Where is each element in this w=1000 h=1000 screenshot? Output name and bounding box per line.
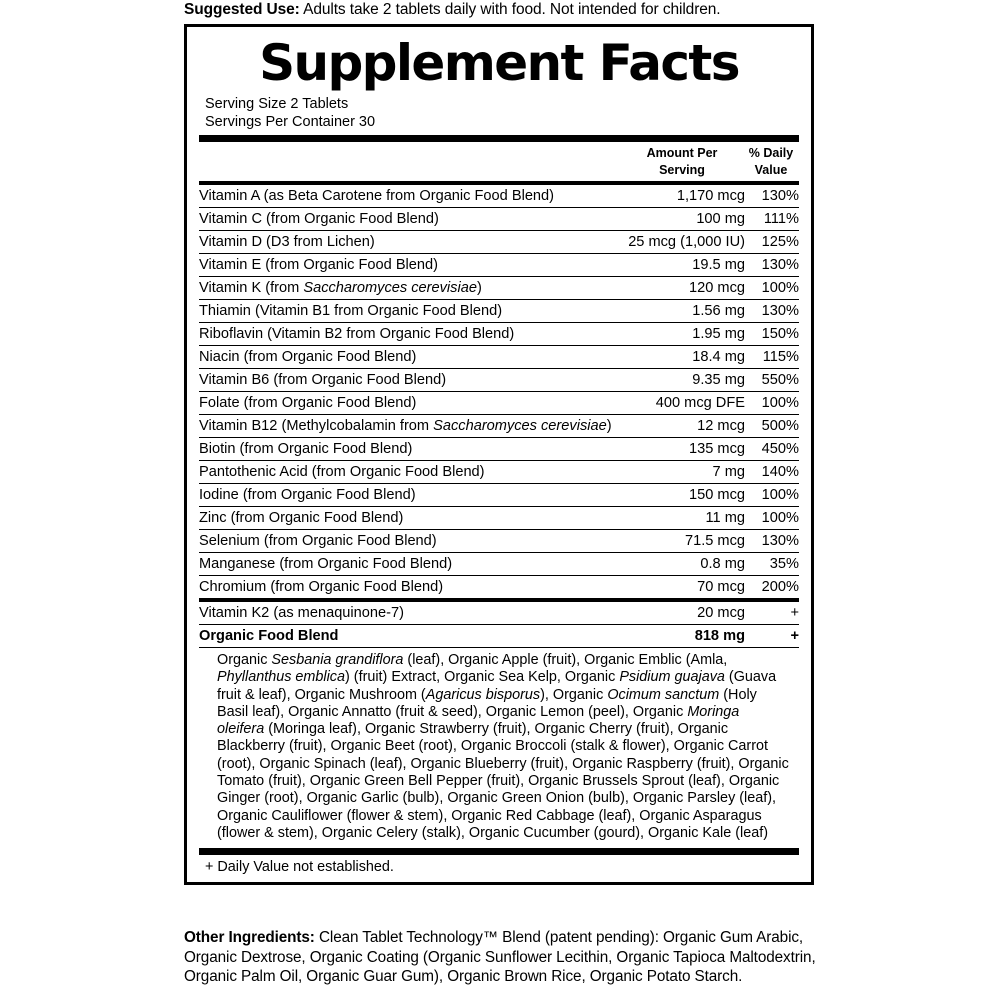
other-ingredients-label: Other Ingredients: xyxy=(184,929,315,946)
nutrient-name: Riboflavin (Vitamin B2 from Organic Food Blend) xyxy=(199,323,625,346)
table-row xyxy=(199,208,799,231)
nutrient-daily-value: + xyxy=(790,627,799,644)
table-row xyxy=(199,461,799,484)
table-row xyxy=(199,185,799,208)
table-row xyxy=(199,576,799,599)
daily-value-footnote: + Daily Value not established. xyxy=(205,859,394,876)
nutrient-name: Thiamin (Vitamin B1 from Organic Food Blend) xyxy=(199,300,625,323)
nutrient-amount: 70 mcg xyxy=(697,578,745,595)
nutrient-name: Manganese (from Organic Food Blend) xyxy=(199,553,625,576)
nutrient-table xyxy=(199,185,799,598)
nutrient-daily-value: 150% xyxy=(745,323,799,346)
nutrient-amount: 71.5 mcg xyxy=(625,530,745,553)
table-row xyxy=(199,323,799,346)
nutrient-daily-value: 100% xyxy=(745,507,799,530)
supplement-facts-panel xyxy=(184,24,814,885)
divider-below-blend xyxy=(199,848,799,855)
secondary-table xyxy=(199,602,799,647)
nutrient-name: Vitamin A (as Beta Carotene from Organic Food Blend) xyxy=(199,185,625,208)
nutrient-daily-value: 200% xyxy=(761,578,799,595)
nutrient-amount: 7 mg xyxy=(625,461,745,484)
table-row xyxy=(199,602,799,625)
nutrient-daily-value: 115% xyxy=(745,346,799,369)
nutrient-name: Vitamin C (from Organic Food Blend) xyxy=(199,208,625,231)
other-ingredients-text: Clean Tablet Technology™ Blend (patent pending): Organic Gum Arabic, Organic Dextrose, Organic Coating (Organic Sunflower Lecithin, Organic Tapioca Maltodextrin, Organic Palm Oil, Organic Guar Gum), Organic Brown Rice, Organic Potato Starch. xyxy=(184,929,816,985)
servings-per-container: Servings Per Container 30 xyxy=(205,114,376,130)
nutrient-name: Vitamin K (from Saccharomyces cerevisiae) xyxy=(199,277,625,300)
nutrient-daily-value: 550% xyxy=(745,369,799,392)
nutrient-name: Organic Food Blend xyxy=(199,627,339,644)
table-row xyxy=(199,625,799,648)
serving-info xyxy=(199,95,799,131)
nutrient-daily-value: + xyxy=(745,602,799,625)
table-row xyxy=(199,392,799,415)
table-row xyxy=(199,277,799,300)
nutrient-daily-value: 35% xyxy=(745,553,799,576)
table-row xyxy=(199,484,799,507)
col-head-amount-line2: Serving xyxy=(659,162,705,177)
nutrient-name: Iodine (from Organic Food Blend) xyxy=(199,484,625,507)
nutrient-amount: 11 mg xyxy=(625,507,745,530)
col-head-dv-line2: Value xyxy=(754,162,788,177)
nutrient-daily-value: 140% xyxy=(745,461,799,484)
nutrient-name: Vitamin B6 (from Organic Food Blend) xyxy=(199,369,625,392)
table-row xyxy=(199,415,799,438)
suggested-use-label: Suggested Use: xyxy=(184,1,300,18)
nutrient-name: Folate (from Organic Food Blend) xyxy=(199,392,625,415)
nutrient-amount: 100 mg xyxy=(625,208,745,231)
nutrient-amount: 1,170 mcg xyxy=(625,185,745,208)
nutrient-daily-value: 130% xyxy=(745,185,799,208)
nutrient-amount: 18.4 mg xyxy=(625,346,745,369)
col-head-amount xyxy=(625,142,745,181)
table-row xyxy=(199,553,799,576)
table-row xyxy=(199,346,799,369)
nutrient-amount: 19.5 mg xyxy=(625,254,745,277)
nutrient-amount: 135 mcg xyxy=(625,438,745,461)
col-head-blank xyxy=(199,142,625,181)
nutrient-daily-value: 100% xyxy=(745,484,799,507)
table-row xyxy=(199,369,799,392)
serving-size: Serving Size 2 Tablets xyxy=(205,96,349,112)
nutrient-daily-value: 100% xyxy=(745,392,799,415)
column-header-table xyxy=(199,142,799,181)
nutrient-name: Vitamin B12 (Methylcobalamin from Saccharomyces cerevisiae) xyxy=(199,415,625,438)
col-head-dv xyxy=(745,142,799,181)
nutrient-amount: 1.56 mg xyxy=(625,300,745,323)
nutrient-daily-value: 111% xyxy=(745,208,799,231)
nutrient-amount: 1.95 mg xyxy=(625,323,745,346)
nutrient-daily-value: 130% xyxy=(745,254,799,277)
panel-title: Supplement Facts xyxy=(259,34,739,92)
nutrient-name: Vitamin K2 (as menaquinone-7) xyxy=(199,602,637,625)
nutrient-daily-value: 100% xyxy=(745,277,799,300)
nutrient-name: Niacin (from Organic Food Blend) xyxy=(199,346,625,369)
nutrient-daily-value: 130% xyxy=(745,300,799,323)
suggested-use-line xyxy=(184,0,824,20)
table-row xyxy=(199,507,799,530)
table-row xyxy=(199,438,799,461)
other-ingredients-block xyxy=(184,928,824,987)
nutrient-name: Zinc (from Organic Food Blend) xyxy=(199,507,625,530)
nutrient-amount: 150 mcg xyxy=(625,484,745,507)
nutrient-amount: 20 mcg xyxy=(637,602,745,625)
table-row xyxy=(199,530,799,553)
nutrient-amount: 9.35 mg xyxy=(625,369,745,392)
nutrient-name: Biotin (from Organic Food Blend) xyxy=(199,438,625,461)
divider-top-thick xyxy=(199,135,799,142)
nutrient-amount: 12 mcg xyxy=(625,415,745,438)
nutrient-amount: 818 mg xyxy=(694,627,745,644)
nutrient-name: Chromium (from Organic Food Blend) xyxy=(199,578,444,595)
nutrient-name: Vitamin D (D3 from Lichen) xyxy=(199,231,625,254)
col-head-dv-line1: % Daily xyxy=(748,145,794,160)
nutrient-amount: 25 mcg (1,000 IU) xyxy=(625,231,745,254)
table-row xyxy=(199,231,799,254)
col-head-amount-line1: Amount Per xyxy=(646,145,718,160)
blend-description: Organic Sesbania grandiflora (leaf), Organic Apple (fruit), Organic Emblic (Amla, Phyllanthus emblica) (fruit) Extract, Organic Sea Kelp, Organic Psidium guajava (Guava fruit & leaf), Organic Mushroom (Agaricus bisporus), Organic Ocimum sanctum (Holy Basil leaf), Organic Annatto (fruit & seed), Organic Lemon (peel), Organic Moringa oleifera (Moringa leaf), Organic Strawberry (fruit), Organic Cherry (fruit), Organic Blackberry (fruit), Organic Beet (root), Organic Broccoli (stalk & flower), Organic Carrot (root), Organic Spinach (leaf), Organic Blueberry (fruit), Organic Raspberry (fruit), Organic Tomato (fruit), Organic Green Bell Pepper (fruit), Organic Brussels Sprout (leaf), Organic Ginger (root), Organic Garlic (bulb), Organic Green Onion (bulb), Organic Parsley (leaf), Organic Cauliflower (flower & stem), Organic Red Cabbage (leaf), Organic Asparagus (flower & stem), Organic Celery (stalk), Organic Cucumber (gourd), Organic Kale (leaf) xyxy=(217,652,789,841)
table-row xyxy=(199,254,799,277)
nutrient-daily-value: 125% xyxy=(745,231,799,254)
table-row xyxy=(199,300,799,323)
nutrient-name: Pantothenic Acid (from Organic Food Blend) xyxy=(199,461,625,484)
nutrient-name: Vitamin E (from Organic Food Blend) xyxy=(199,254,625,277)
nutrient-amount: 400 mcg DFE xyxy=(625,392,745,415)
nutrient-amount: 0.8 mg xyxy=(625,553,745,576)
nutrient-daily-value: 130% xyxy=(745,530,799,553)
suggested-use-text: Adults take 2 tablets daily with food. Not intended for children. xyxy=(299,1,721,18)
nutrient-name: Selenium (from Organic Food Blend) xyxy=(199,530,625,553)
nutrient-daily-value: 450% xyxy=(745,438,799,461)
nutrient-amount: 120 mcg xyxy=(625,277,745,300)
nutrient-daily-value: 500% xyxy=(745,415,799,438)
